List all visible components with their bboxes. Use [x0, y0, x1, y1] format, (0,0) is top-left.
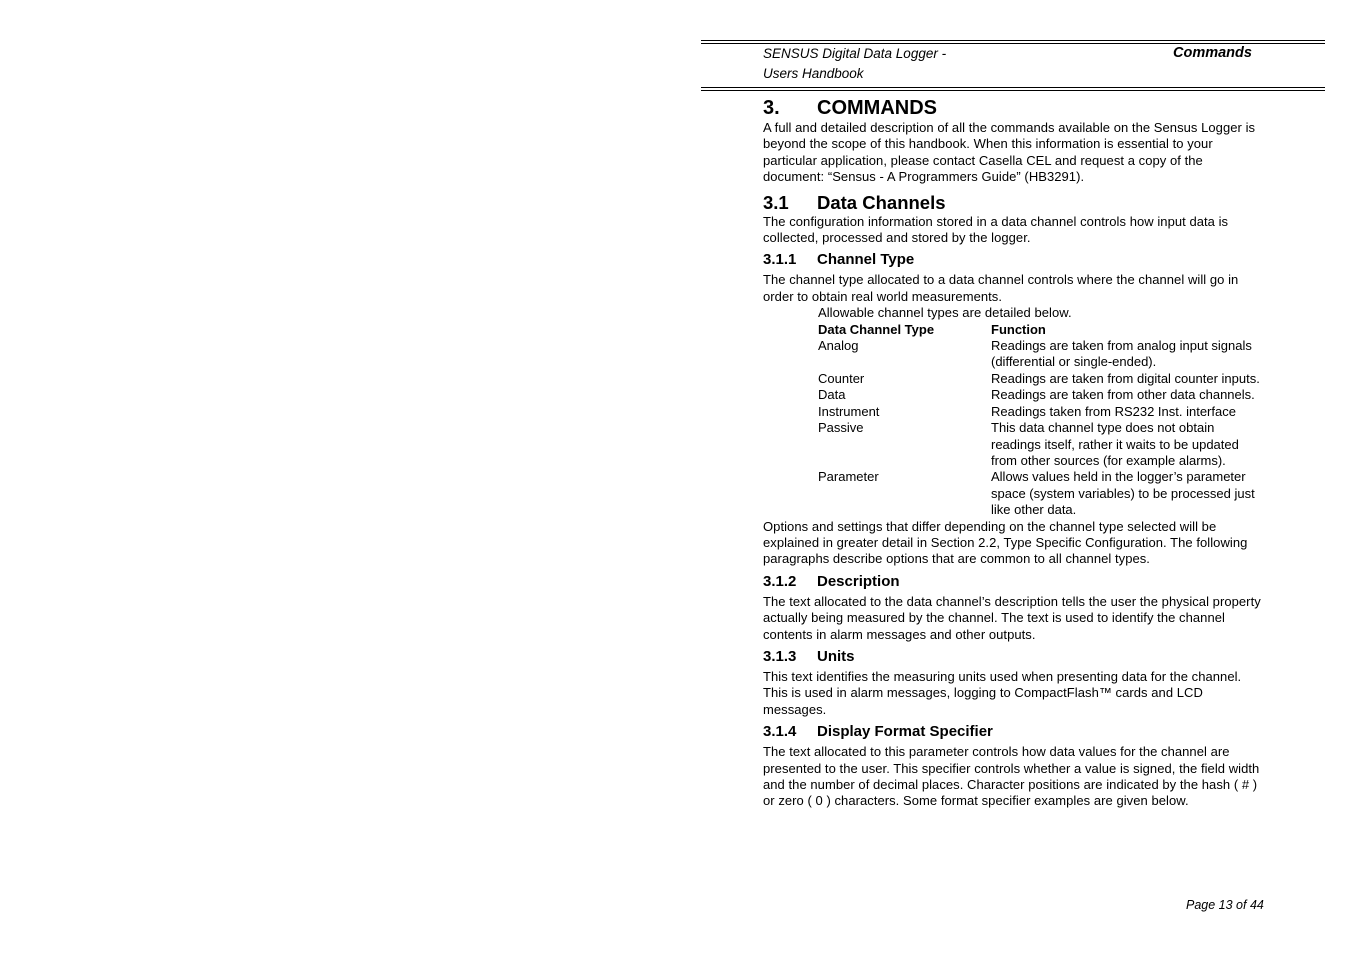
page-content [763, 96, 1267, 810]
heading-number: 3.1.3 [763, 647, 797, 665]
paragraph-3-1-4: The text allocated to this parameter controls how data values for the channel are presented to the user. This specifier controls whether a value is signed, the field width and the number of decimal places. Character positions are indicated by the hash ( # ) or zero ( 0 ) characters. Some format specifier examples are given below. [763, 744, 1260, 809]
table-row [818, 387, 1267, 403]
table-row [818, 404, 1267, 420]
table-cell-function: Readings taken from RS232 Inst. interface [991, 403, 1236, 419]
table-cell-type: Data [818, 387, 846, 403]
heading-3-1-1 [763, 250, 1267, 269]
table-cell-function: Readings are taken from digital counter inputs. [991, 370, 1260, 386]
page-number: Page 13 of 44 [1186, 898, 1264, 912]
heading-number: 3. [763, 97, 780, 119]
header-doc-title-line1: SENSUS Digital Data Logger - [763, 46, 947, 61]
heading-3-1-4 [763, 722, 1267, 741]
header-rule-bottom [701, 87, 1325, 88]
header-section-label: Commands [1173, 45, 1252, 61]
table-row [818, 469, 1267, 518]
table-cell-function: This data channel type does not obtain readings itself, rather it waits to be updated from other sources (for example alarms). [991, 420, 1239, 468]
heading-3-1 [763, 191, 1267, 214]
heading-3-1-2 [763, 572, 1267, 591]
document-page [701, 40, 1327, 940]
heading-number: 3.1.4 [763, 723, 797, 741]
header-doc-title [763, 44, 946, 84]
table-cell-type: Passive [818, 420, 864, 436]
paragraph-3-1-1: The channel type allocated to a data channel controls where the channel will go in order to obtain real world measurements. [763, 272, 1239, 304]
table-cell-function: Readings are taken from other data channels. [991, 387, 1255, 403]
heading-title: Units [817, 647, 855, 665]
table-cell-function: Readings are taken from analog input signals (differential or single-ended). [991, 338, 1252, 370]
table-cell-type: Counter [818, 370, 865, 386]
heading-number: 3.1.1 [763, 251, 797, 269]
paragraph-allowable: Allowable channel types are detailed below. [818, 305, 1072, 321]
table-header-type: Data Channel Type [818, 321, 935, 337]
table-row [818, 420, 1267, 469]
table-row [818, 338, 1267, 371]
heading-title: COMMANDS [817, 97, 937, 119]
heading-title: Description [817, 572, 900, 590]
channel-type-table [818, 322, 1267, 519]
heading-3-1-3 [763, 647, 1267, 666]
paragraph-3-1-2: The text allocated to the data channel’s description tells the user the physical property actually being measured by the channel. The text is used to identify the channel contents in alarm messages and other outputs. [763, 593, 1261, 642]
heading-3 [763, 96, 1267, 120]
header-rule-top [701, 40, 1325, 41]
paragraph-options: Options and settings that differ depending on the channel type selected will be explained in greater detail in Section 2.2, Type Specific Configuration. The following paragraphs describe options that are common to all channel types. [763, 518, 1248, 567]
table-cell-function: Allows values held in the logger’s parameter space (system variables) to be processed just like other data. [991, 469, 1255, 518]
table-header-function: Function [991, 321, 1046, 337]
heading-title: Channel Type [817, 251, 915, 269]
table-cell-type: Analog [818, 338, 859, 354]
header-rule-bottom-inner [701, 90, 1325, 91]
table-header-row [818, 322, 1267, 338]
paragraph-3-1-3: This text identifies the measuring units used when presenting data for the channel. This is used in alarm messages, logging to CompactFlash™ cards and LCD messages. [763, 668, 1242, 717]
heading-title: Data Channels [817, 191, 946, 213]
heading-title: Display Format Specifier [817, 723, 993, 741]
table-cell-type: Parameter [818, 469, 879, 485]
paragraph-intro: A full and detailed description of all the commands available on the Sensus Logger is beyond the scope of this handbook. When this information is essential to your particular application, please contact Casella CEL and request a copy of the document: “Sensus - A Programmers Guide” (HB3291). [763, 120, 1256, 185]
header-doc-title-line2: Users Handbook [763, 66, 864, 81]
table-cell-type: Instrument [818, 403, 880, 419]
paragraph-3-1: The configuration information stored in a data channel controls how input data is collected, processed and stored by the logger. [763, 213, 1229, 246]
heading-number: 3.1.2 [763, 572, 797, 590]
table-row [818, 371, 1267, 387]
heading-number: 3.1 [763, 191, 789, 213]
